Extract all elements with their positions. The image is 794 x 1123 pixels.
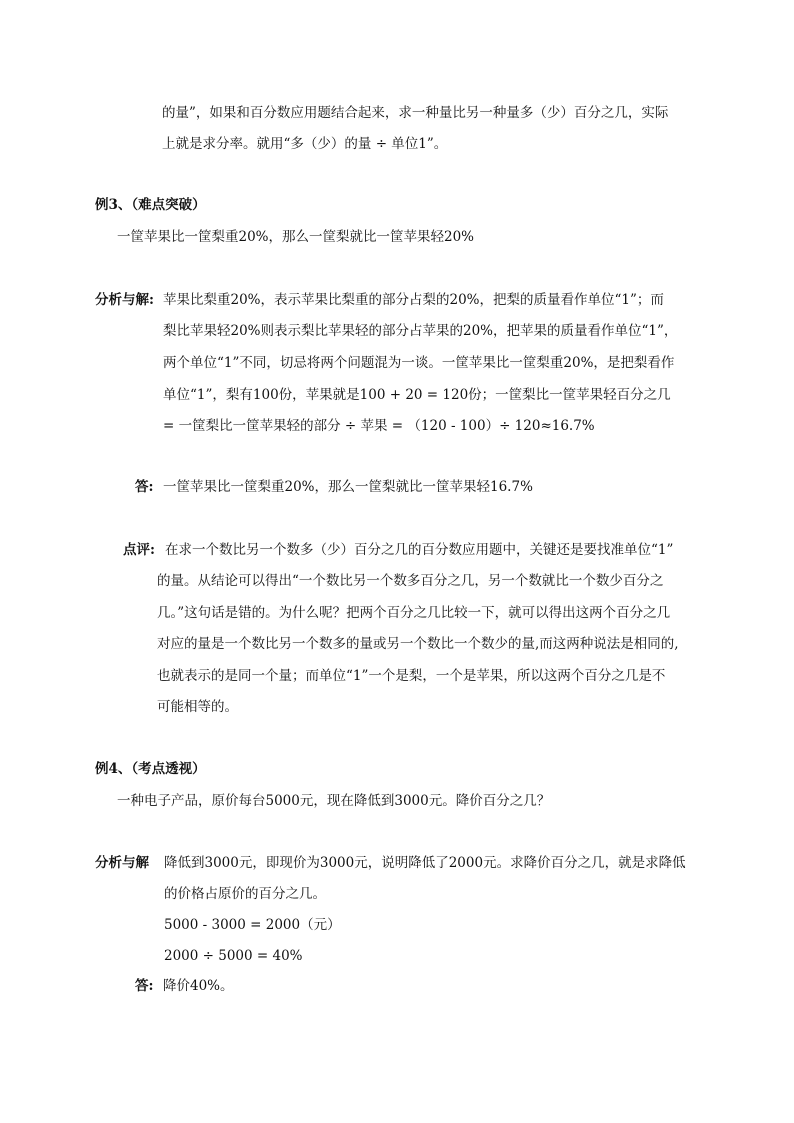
- example-4-answer: 降价40%。: [163, 978, 234, 994]
- example-3-comment-line: 可能相等的。: [157, 699, 238, 715]
- example-3-answer-label: 答:: [135, 479, 154, 495]
- example-3-analysis-line: 单位“1”，梨有100份，苹果就是100 + 20 = 120份；一筐梨比一筐苹果轻百分之几: [163, 387, 671, 403]
- example-3-heading: 例3、（难点突破）: [95, 197, 206, 213]
- example-3-comment-line: 几。”这句话是错的。为什么呢？把两个百分之几比较一下，就可以得出这两个百分之几: [157, 605, 671, 621]
- example-4-answer-label: 答:: [135, 978, 154, 994]
- example-3-analysis-line: 梨比苹果轻20%则表示梨比苹果轻的部分占苹果的20%，把苹果的质量看作单位“1”，: [163, 323, 678, 339]
- intro-line-1: 的量”，如果和百分数应用题结合起来，求一种量比另一种量多（少）百分之几，实际: [162, 105, 669, 121]
- example-3-comment-line: 的量。从结论可以得出“一个数比另一个数多百分之几，另一个数就比一个数少百分之: [157, 573, 664, 589]
- intro-line-2: 上就是求分率。就用“多（少）的量 ÷ 单位1”。: [162, 136, 448, 152]
- example-3-analysis-line: 两个单位“1”不同，切忌将两个问题混为一谈。一筐苹果比一筐梨重20%，是把梨看作: [163, 355, 675, 371]
- example-3-comment-line: 也就表示的是同一个量；而单位“1”一个是梨，一个是苹果，所以这两个百分之几是不: [157, 668, 666, 684]
- example-4-analysis-line: 的价格占原价的百分之几。: [164, 886, 326, 902]
- example-3-analysis-line: 苹果比梨重20%，表示苹果比梨重的部分占梨的20%，把梨的质量看作单位“1”；而: [163, 292, 664, 308]
- example-4-analysis-line: 降低到3000元，即现价为3000元，说明降低了2000元。求降价百分之几，就是求降低: [164, 855, 686, 871]
- example-3-problem: 一筐苹果比一筐梨重20%，那么一筐梨就比一筐苹果轻20%: [117, 229, 475, 245]
- example-4-calc-line: 2000 ÷ 5000 = 40%: [164, 948, 303, 964]
- example-3-comment-line: 对应的量是一个数比另一个数多的量或另一个数比一个数少的量,而这两种说法是相同的,: [157, 636, 679, 652]
- example-4-heading: 例4、（考点透视）: [95, 761, 206, 777]
- example-4-calc-line: 5000 - 3000 = 2000（元）: [164, 917, 341, 933]
- example-3-comment-label: 点评:: [123, 542, 155, 558]
- example-3-analysis-line: = 一筐梨比一筐苹果轻的部分 ÷ 苹果 = （120 - 100）÷ 120≈16.7%: [163, 418, 595, 434]
- example-4-problem: 一种电子产品，原价每台5000元，现在降低到3000元。降价百分之几？: [117, 793, 551, 809]
- example-4-analysis-label: 分析与解: [95, 855, 149, 871]
- example-3-answer: 一筐苹果比一筐梨重20%，那么一筐梨就比一筐苹果轻16.7%: [163, 479, 533, 495]
- example-3-comment-line: 在求一个数比另一个数多（少）百分之几的百分数应用题中，关键还是要找准单位“1”: [165, 542, 674, 558]
- example-3-analysis-label: 分析与解:: [95, 292, 154, 308]
